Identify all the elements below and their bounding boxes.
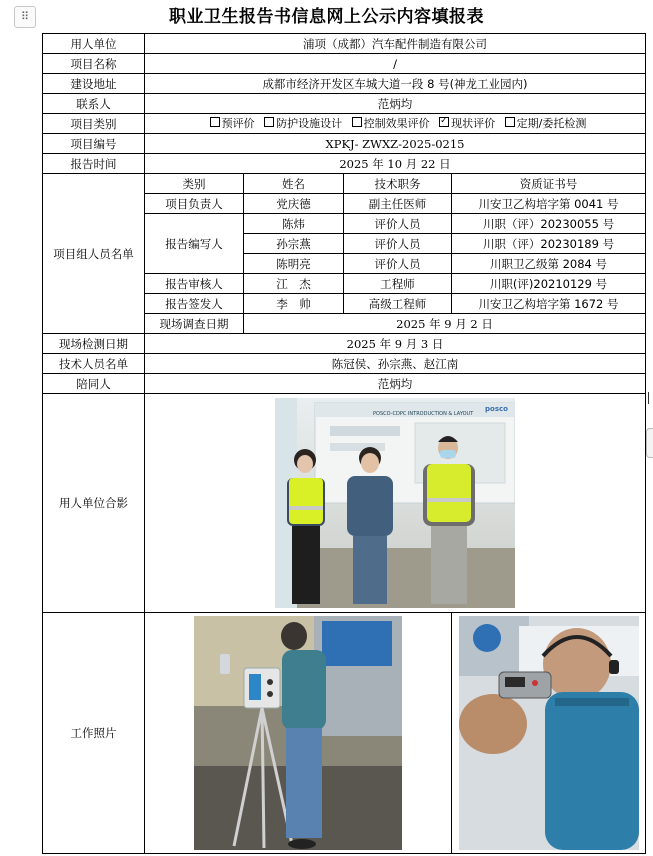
work-photo-1 xyxy=(194,616,402,850)
member-title: 评价人员 xyxy=(344,254,452,274)
member-cert: 川职（评）20230189 号 xyxy=(452,234,646,254)
page-title: 职业卫生报告书信息网上公示内容填报表 xyxy=(169,7,484,27)
employer-value: 浦项（成都）汽车配件制造有限公司 xyxy=(145,34,646,54)
checkbox-2[interactable] xyxy=(352,117,362,127)
team-label: 项目组人员名单 xyxy=(43,174,145,334)
project-type-label: 项目类别 xyxy=(43,114,145,134)
member-cert: 川职(评)20210129 号 xyxy=(452,274,646,294)
banner-text: POSCO-CDPC INTRODUCTION & LAYOUT xyxy=(373,411,474,417)
test-date-label: 现场检测日期 xyxy=(43,334,145,354)
row-employer xyxy=(43,34,646,54)
member-name: 江 杰 xyxy=(244,274,344,294)
team-header-title: 技术职务 xyxy=(344,174,452,194)
work-photo-cell-1 xyxy=(145,613,452,854)
contact-value: 范炳均 xyxy=(145,94,646,114)
drag-handle-icon[interactable]: ⠿ xyxy=(14,6,36,28)
member-title: 评价人员 xyxy=(344,234,452,254)
member-name: 党庆德 xyxy=(244,194,344,214)
report-date-label: 报告时间 xyxy=(43,154,145,174)
option-label-0: 预评价 xyxy=(221,116,255,130)
team-header-category: 类别 xyxy=(145,174,244,194)
member-title: 副主任医师 xyxy=(344,194,452,214)
group-photo xyxy=(275,398,515,608)
employer-label: 用人单位 xyxy=(43,34,145,54)
brand-text: posco xyxy=(485,405,508,413)
member-name: 李 帅 xyxy=(244,294,344,314)
work-photo-2 xyxy=(459,616,639,850)
survey-date-value: 2025 年 9 月 2 日 xyxy=(244,314,646,334)
project-name-label: 项目名称 xyxy=(43,54,145,74)
address-value: 成都市经济开发区车城大道一段 8 号(神龙工业园内) xyxy=(145,74,646,94)
checkbox-1[interactable] xyxy=(264,117,274,127)
role-leader: 项目负责人 xyxy=(145,194,244,214)
role-signer: 报告签发人 xyxy=(145,294,244,314)
project-name-value: / xyxy=(145,54,646,74)
row-project-no xyxy=(43,134,646,154)
survey-date-label: 现场调查日期 xyxy=(145,314,244,334)
role-reviewer: 报告审核人 xyxy=(145,274,244,294)
info-table xyxy=(42,33,646,854)
option-label-2: 控制效果评价 xyxy=(363,116,430,130)
member-name: 孙宗燕 xyxy=(244,234,344,254)
work-photos-label: 工作照片 xyxy=(43,613,145,854)
row-project-name xyxy=(43,54,646,74)
technicians-value: 陈冠侯、孙宗燕、赵江南 xyxy=(145,354,646,374)
role-writer: 报告编写人 xyxy=(145,214,244,274)
row-technicians xyxy=(43,354,646,374)
group-photo-label: 用人单位合影 xyxy=(43,394,145,613)
contact-label: 联系人 xyxy=(43,94,145,114)
member-name: 陈明亮 xyxy=(244,254,344,274)
companion-value: 范炳均 xyxy=(145,374,646,394)
address-label: 建设地址 xyxy=(43,74,145,94)
text-cursor xyxy=(648,392,649,404)
row-work-photos xyxy=(43,613,646,854)
row-report-date xyxy=(43,154,646,174)
member-name: 陈炜 xyxy=(244,214,344,234)
technicians-label: 技术人员名单 xyxy=(43,354,145,374)
option-label-4: 定期/委托检测 xyxy=(516,116,587,130)
member-cert: 川职卫乙级第 2084 号 xyxy=(452,254,646,274)
row-project-type xyxy=(43,114,646,134)
project-no-value: XPKJ- ZWXZ-2025-0215 xyxy=(145,134,646,154)
checkbox-0[interactable] xyxy=(210,117,220,127)
team-header-name: 姓名 xyxy=(244,174,344,194)
project-no-label: 项目编号 xyxy=(43,134,145,154)
report-date-value: 2025 年 10 月 22 日 xyxy=(145,154,646,174)
checkbox-4[interactable] xyxy=(505,117,515,127)
option-label-1: 防护设施设计 xyxy=(276,116,343,130)
row-test-date xyxy=(43,334,646,354)
team-header-cert: 资质证书号 xyxy=(452,174,646,194)
work-photo-cell-2 xyxy=(452,613,646,854)
side-scroll-tab[interactable] xyxy=(646,428,653,458)
member-cert: 川职（评）20230055 号 xyxy=(452,214,646,234)
companion-label: 陪同人 xyxy=(43,374,145,394)
member-title: 评价人员 xyxy=(344,214,452,234)
checkbox-3[interactable] xyxy=(439,117,449,127)
member-cert: 川安卫乙构培字第 0041 号 xyxy=(452,194,646,214)
member-title: 工程师 xyxy=(344,274,452,294)
member-cert: 川安卫乙构培字第 1672 号 xyxy=(452,294,646,314)
team-header-row xyxy=(43,174,646,194)
row-address xyxy=(43,74,646,94)
option-label-3: 现状评价 xyxy=(451,116,496,130)
test-date-value: 2025 年 9 月 3 日 xyxy=(145,334,646,354)
row-contact xyxy=(43,94,646,114)
group-photo-cell xyxy=(145,394,646,613)
row-group-photo xyxy=(43,394,646,613)
project-type-options xyxy=(145,114,646,134)
member-title: 高级工程师 xyxy=(344,294,452,314)
row-companion xyxy=(43,374,646,394)
